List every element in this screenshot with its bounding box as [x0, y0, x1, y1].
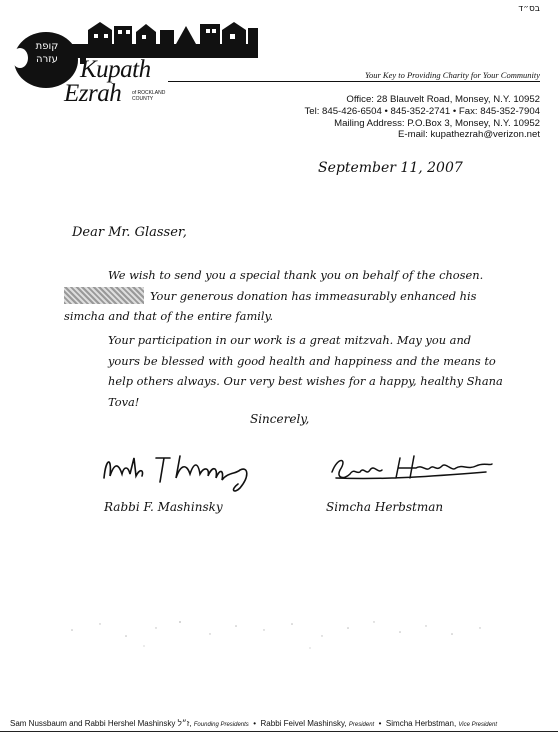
signature-herbstman [326, 452, 496, 486]
tagline: Your Key to Providing Charity for Your Community [365, 70, 540, 80]
signer-2-name: Simcha Herbstman [326, 500, 444, 514]
paragraph-1-line-b: Your generous donation has immeasurably enhanced his simcha and that of the entire family. [64, 288, 477, 323]
redacted-name [64, 287, 144, 304]
org-name-line1: Kupath [80, 56, 151, 83]
hebrew-header-mark: בס״ד [518, 4, 540, 14]
contact-office: Office: 28 Blauvelt Road, Monsey, N.Y. 10952 [346, 94, 540, 105]
header-rule [168, 81, 540, 82]
org-name-line2: Ezrah [64, 80, 122, 107]
footer-vice-president: Simcha Herbstman, [385, 719, 457, 728]
signature-mashinsky [100, 448, 260, 498]
signer-1-name: Rabbi F. Mashinsky [104, 500, 223, 514]
footer-founders: Sam Nussbaum and Rabbi Hershel Mashinsky ז״ל, [10, 719, 192, 728]
logo-hebrew-bottom: עזרה [36, 54, 58, 65]
logo-hebrew-text [22, 40, 72, 66]
paragraph-2 [64, 330, 504, 412]
salutation: Dear Mr. Glasser, [72, 225, 187, 240]
letter-date: September 11, 2007 [318, 160, 463, 176]
closing: Sincerely, [250, 412, 310, 426]
paragraph-1-line-a: We wish to send you a special thank you on behalf of the chosen. [108, 268, 484, 282]
footer-president: Rabbi Feivel Mashinsky, [260, 719, 347, 728]
contact-email: E-mail: kupathezrah@verizon.net [398, 129, 540, 141]
scan-noise [60, 600, 510, 660]
footer-vice-president-role: Vice President [458, 722, 497, 728]
paragraph-2-text: Your participation in our work is a great mitzvah. May you and yours be blessed with good health and happiness and the means to help others always. Our very best wishes for a happy, healthy Shana Tova! [108, 333, 503, 409]
footer-president-role: President [348, 722, 375, 728]
footer-founders-role: Founding Presidents [193, 722, 249, 728]
contact-block [304, 94, 540, 141]
paragraph-1-body [64, 286, 504, 327]
logo-hebrew-top: קופת [35, 41, 59, 52]
org-county: of ROCKLAND COUNTY [132, 90, 166, 102]
footer-officers: Sam Nussbaum and Rabbi Hershel Mashinsky ז״ל, Founding Presidents • Rabbi Feivel Mashinsky, President • Simcha Herbstman, Vice President [10, 719, 497, 728]
footer-rule [0, 731, 558, 732]
paragraph-1 [64, 265, 504, 327]
contact-phone: Tel: 845-426-6504 • 845-352-2741 • Fax: 845-352-7904 [304, 105, 540, 117]
contact-mailing: Mailing Address: P.O.Box 3, Monsey, N.Y. 10952 [334, 117, 540, 129]
